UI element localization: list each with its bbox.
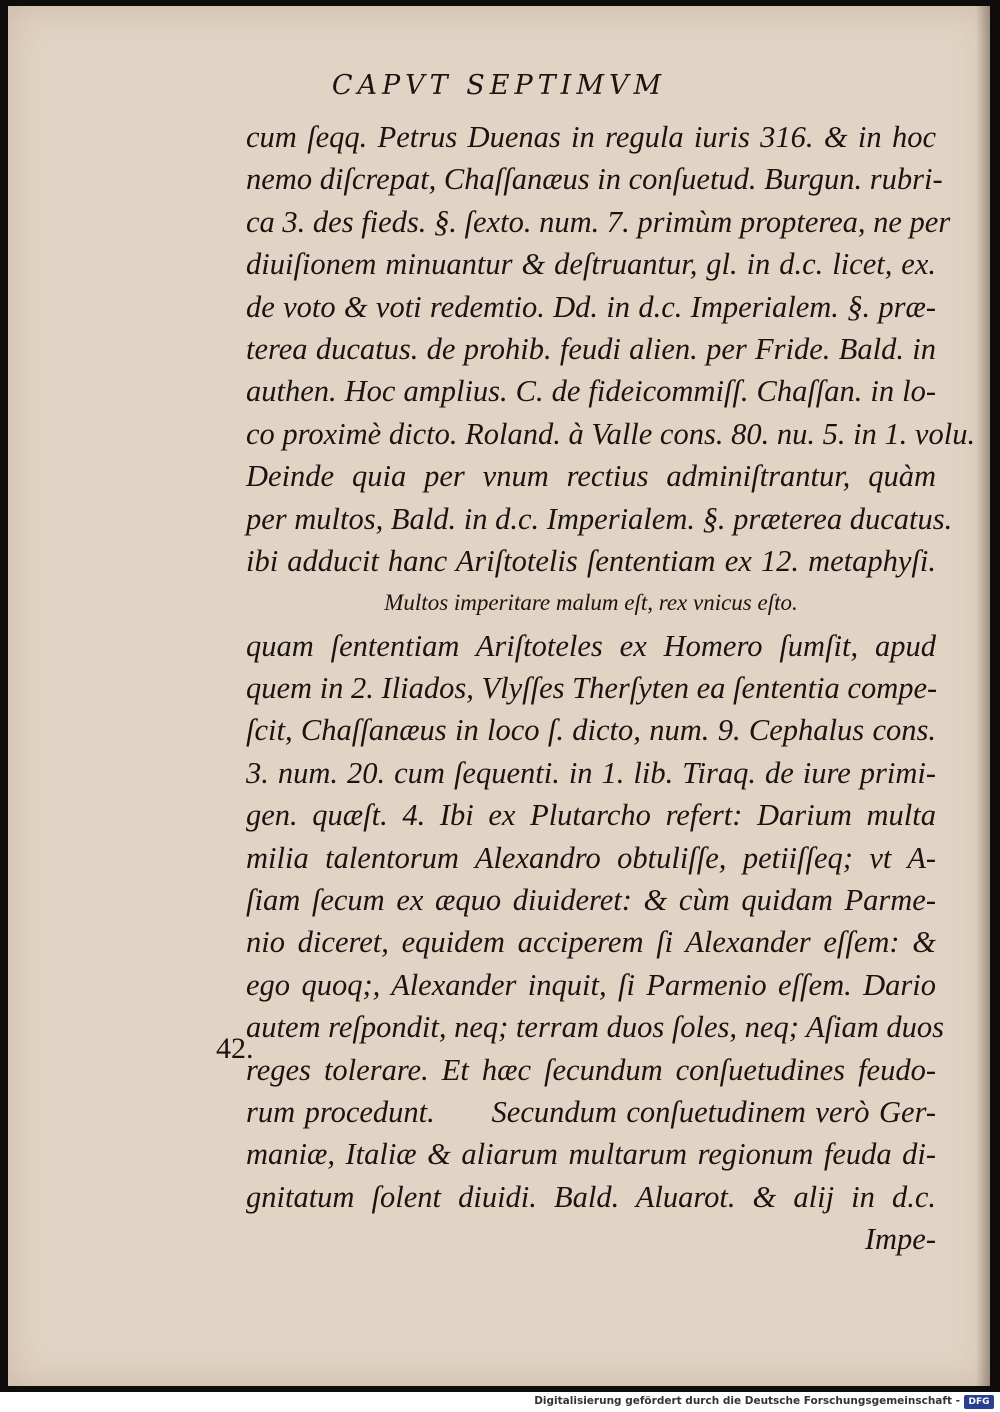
catchword: Impe- xyxy=(864,1222,936,1257)
text-line: cum ſeqq. Petrus Duenas in regula iuris 316. & in hoc xyxy=(246,120,936,154)
text-line: gen. quæſt. 4. Ibi ex Plutarcho refert: Darium multa xyxy=(246,798,936,833)
footer-bar xyxy=(0,1393,1000,1412)
text-line: de voto & voti redemtio. Dd. in d.c. Imperialem. §. præ- xyxy=(246,289,936,324)
text-line: ſcit, Chaſſanæus in loco ſ. dicto, num. 9. Cephalus cons. xyxy=(246,713,936,748)
dfg-logo-icon: DFG xyxy=(964,1395,994,1409)
body-text xyxy=(246,116,976,1261)
running-head: CAPVT SEPTIMVM xyxy=(331,70,667,101)
text-line: terea ducatus. de prohib. feudi alien. per Fride. Bald. in xyxy=(246,331,936,366)
text-line: per multos, Bald. in d.c. Imperialem. §. præterea ducatus. xyxy=(246,501,953,536)
text-line: milia talentorum Alexandro obtuliſſe, petiiſſeq; vt A- xyxy=(246,840,936,875)
text-line: reges tolerare. Et hæc ſecundum conſuetudines feudo- xyxy=(246,1052,936,1087)
text-line: quem in 2. Iliados, Vlyſſes Therſyten ea ſententia compe- xyxy=(246,671,938,706)
text-line: maniæ, Italiæ & aliarum multarum regionum feuda di- xyxy=(246,1137,936,1172)
text-line: Deinde quia per vnum rectius adminiſtrantur, quàm xyxy=(246,459,936,494)
text-line: quam ſententiam Ariſtoteles ex Homero ſumſit, apud xyxy=(246,628,936,663)
text-line: ibi adducit hanc Ariſtotelis ſententiam ex 12. metaphyſi. xyxy=(246,543,936,578)
margin-note-number: 42. xyxy=(216,1032,254,1065)
verse-quotation: Multos imperitare malum eſt, rex vnicus eſto. xyxy=(384,590,798,616)
text-line: gnitatum ſolent diuidi. Bald. Aluarot. & alij in d.c. xyxy=(246,1179,936,1214)
text-line: 3. num. 20. cum ſequenti. in 1. lib. Tiraq. de iure primi- xyxy=(246,755,936,790)
text-line: nemo diſcrepat, Chaſſanæus in conſuetud. Burgun. rubri- xyxy=(246,162,943,197)
text-line: ego quoq;, Alexander inquit, ſi Parmenio eſſem. Dario xyxy=(246,967,936,1002)
text-line: ſiam ſecum ex æquo diuideret: & cùm quidam Parme- xyxy=(246,883,936,918)
text-line: rum procedunt. Secundum conſuetudinem verò Ger- xyxy=(246,1094,936,1129)
funding-credit: Digitalisierung gefördert durch die Deutsche Forschungsgemeinschaft - xyxy=(534,1395,960,1407)
text-line: autem reſpondit, neq; terram duos ſoles, neq; Aſiam duos xyxy=(246,1010,945,1045)
text-line: co proximè dicto. Roland. à Valle cons. 80. nu. 5. in 1. volu. xyxy=(246,416,976,451)
text-line: ca 3. des fieds. §. ſexto. num. 7. primùm propterea, ne per xyxy=(246,204,951,239)
text-line: nio diceret, equidem acciperem ſi Alexander eſſem: & xyxy=(246,925,936,960)
text-line: authen. Hoc amplius. C. de fideicommiſſ. Chaſſan. in lo- xyxy=(246,374,936,409)
text-line: diuiſionem minuantur & deſtruantur, gl. in d.c. licet, ex. xyxy=(246,247,936,282)
book-page xyxy=(8,6,990,1386)
